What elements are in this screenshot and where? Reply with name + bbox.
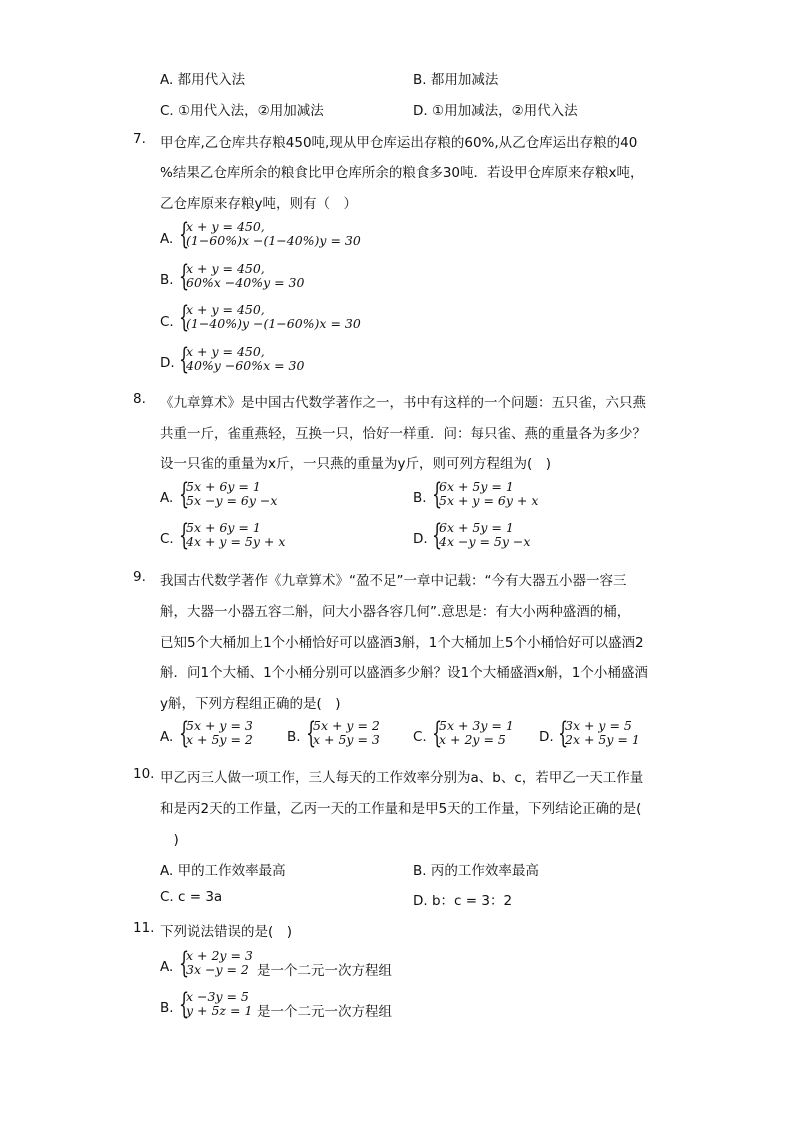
q7-stem-line-2: %结果乙仓库所余的粮食比甲仓库所余的粮食多30吨．若设甲仓库原来存粮x吨， [160, 165, 644, 181]
q9-number: 9. [133, 569, 146, 585]
q11-option-b-text: 是一个二元一次方程组 [257, 1004, 392, 1020]
q11-option-a-label: A. [160, 959, 174, 975]
q8-stem-line-3: 设一只雀的重量为x斤，一只燕的重量为y斤，则可列方程组为( ) [160, 456, 552, 472]
q6-option-c: C. ①用代入法，②用加减法 [160, 103, 324, 119]
equation: x + y = 450, [186, 302, 265, 317]
equation: 4x + y = 5y + x [186, 534, 286, 549]
equation: 5x + y = 2 [313, 718, 380, 733]
q11-stem: 下列说法错误的是( ) [160, 924, 293, 940]
equation: x + y = 450, [186, 219, 265, 234]
q7-stem-line-3: 乙仓库原来存粮y吨，则有（ ） [160, 196, 357, 212]
q10-option-c: C. c = 3a [160, 889, 223, 905]
q11-option-a-text: 是一个二元一次方程组 [257, 963, 392, 979]
q9-option-a-label: A. [160, 729, 174, 745]
q11-option-b-label: B. [160, 1000, 174, 1016]
equation: (1−60%)x −(1−40%)y = 30 [186, 233, 361, 248]
q6-option-a: A. 都用代入法 [160, 72, 246, 88]
q8-stem-line-1: 《九章算术》是中国古代数学著作之一，书中有这样的一个问题：五只雀，六只燕 [160, 395, 646, 411]
equation: 60%x −40%y = 30 [186, 275, 305, 290]
equation: 40%y −60%x = 30 [186, 358, 305, 373]
equation: x + y = 450, [186, 261, 265, 276]
equation: 2x + 5y = 1 [565, 732, 640, 747]
q7-stem-line-1: 甲仓库,乙仓库共存粮450吨,现从甲仓库运出存粮的60%,从乙仓库运出存粮的40 [160, 135, 638, 151]
equation: 5x + 3y = 1 [439, 718, 514, 733]
q8-number: 8. [133, 391, 146, 407]
q10-option-b: B. 丙的工作效率最高 [413, 863, 539, 879]
equation: x + 5y = 3 [313, 732, 380, 747]
q9-stem-line-4: 斛．问1个大桶、1个小桶分别可以盛酒多少斛？设1个大桶盛酒x斛，1个小桶盛酒 [160, 665, 648, 681]
q9-option-b-label: B. [287, 729, 301, 745]
q8-option-d-label: D. [413, 531, 428, 547]
q10-stem-line-3: ) [160, 832, 179, 848]
equation: 6x + 5y = 1 [439, 520, 514, 535]
q7-option-a-label: A. [160, 231, 174, 247]
q10-stem-line-1: 甲乙丙三人做一项工作，三人每天的工作效率分别为a、b、c，若甲乙一天工作量 [160, 770, 644, 786]
q8-option-c-label: C. [160, 531, 174, 547]
q11-number: 11. [133, 920, 155, 936]
q7-option-b-label: B. [160, 272, 174, 288]
q8-option-b-label: B. [413, 490, 427, 506]
q9-option-c-label: C. [413, 729, 427, 745]
q9-stem-line-3: 已知5个大桶加上1个小桶恰好可以盛酒3斛，1个大桶加上5个小桶恰好可以盛酒2 [160, 635, 644, 651]
q10-number: 10. [133, 766, 155, 782]
equation: 6x + 5y = 1 [439, 479, 514, 494]
q8-option-a-label: A. [160, 490, 174, 506]
equation: 3x + y = 5 [565, 718, 632, 733]
equation: 5x + y = 3 [186, 718, 253, 733]
q10-option-d: D. b：c = 3：2 [413, 893, 513, 909]
equation: 3x −y = 2 [186, 962, 249, 977]
equation: 5x −y = 6y −x [186, 493, 278, 508]
equation: x + 2y = 5 [439, 732, 506, 747]
q9-stem-line-1: 我国古代数学著作《九章算术》“盈不足”一章中记载：“今有大器五小器一容三 [160, 573, 627, 589]
equation: y + 5z = 1 [186, 1003, 253, 1018]
q9-stem-line-2: 斛，大器一小器五容二斛，问大小器各容几何”.意思是：有大小两种盛酒的桶， [160, 604, 631, 620]
equation: 5x + y = 6y + x [439, 493, 539, 508]
q10-stem-line-2: 和是丙2天的工作量，乙丙一天的工作量和是甲5天的工作量，下列结论正确的是( [160, 801, 642, 817]
equation: x + 2y = 3 [186, 948, 253, 963]
equation: x + 5y = 2 [186, 732, 253, 747]
q7-option-d-label: D. [160, 355, 175, 371]
equation: 5x + 6y = 1 [186, 479, 261, 494]
q7-number: 7. [133, 131, 146, 147]
q10-option-a: A. 甲的工作效率最高 [160, 863, 286, 879]
equation: x + y = 450, [186, 344, 265, 359]
q9-stem-line-5: y斛，下列方程组正确的是( ) [160, 696, 341, 712]
equation: 5x + 6y = 1 [186, 520, 261, 535]
q9-option-d-label: D. [539, 729, 554, 745]
q7-option-c-label: C. [160, 314, 174, 330]
q6-option-b: B. 都用加减法 [413, 72, 499, 88]
equation: 4x −y = 5y −x [439, 534, 531, 549]
q6-option-d: D. ①用加减法，②用代入法 [413, 103, 578, 119]
equation: (1−40%)y −(1−60%)x = 30 [186, 316, 361, 331]
equation: x −3y = 5 [186, 989, 249, 1004]
q8-stem-line-2: 共重一斤，雀重燕轻，互换一只，恰好一样重．问：每只雀、燕的重量各为多少？ [160, 426, 646, 442]
